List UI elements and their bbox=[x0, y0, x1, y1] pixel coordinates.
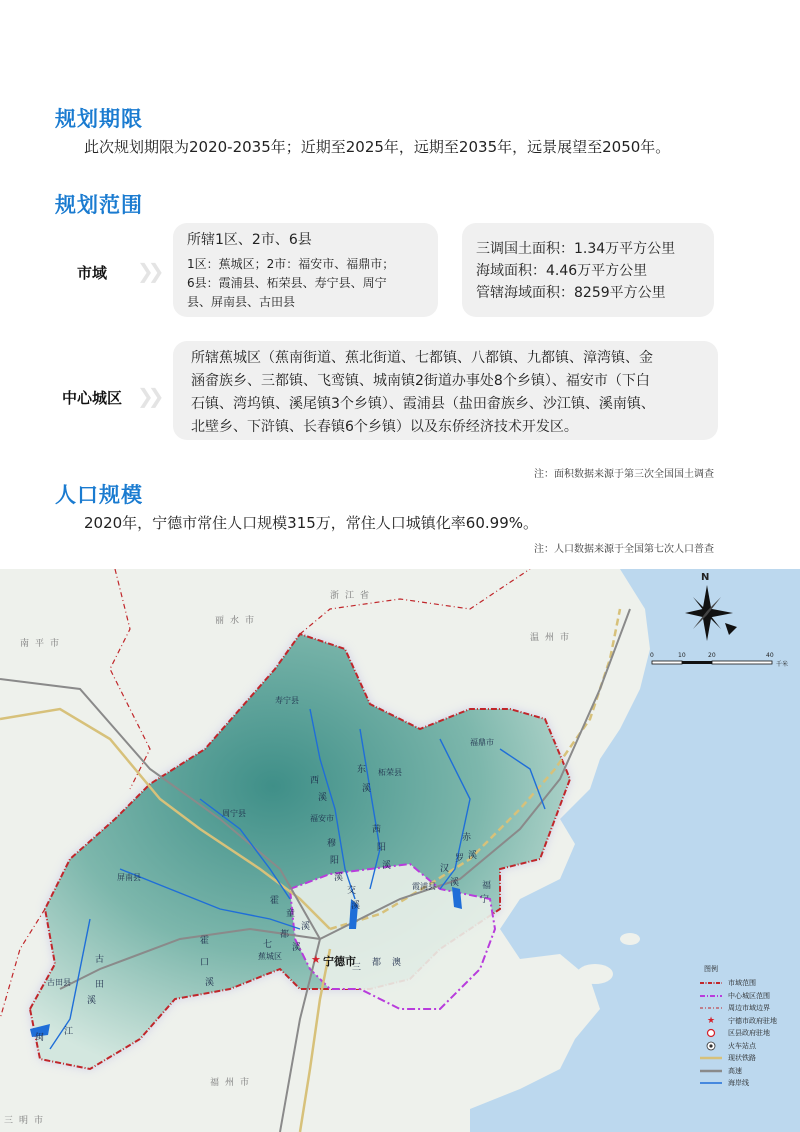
river-label: 七 bbox=[263, 940, 273, 950]
neighbor-label: 南平市 bbox=[20, 639, 66, 649]
river-label: 闽 bbox=[35, 1033, 45, 1043]
county-label: 福鼎市 bbox=[470, 738, 494, 747]
river-label: 溪 bbox=[450, 878, 460, 888]
chevron-right-icon: ❯❯ bbox=[137, 259, 159, 283]
river-label: 交 bbox=[347, 886, 357, 896]
river-label: 霍 bbox=[270, 896, 280, 906]
river-label: 福 bbox=[482, 881, 492, 891]
sea-area: 海域面积：4.46万平方公里 bbox=[476, 263, 648, 279]
river-label: 溪 bbox=[382, 861, 392, 871]
river-label: 穆 bbox=[327, 839, 337, 849]
river-label: 茜 bbox=[372, 825, 382, 835]
population-text: 2020年，宁德市常住人口规模315万，常住人口城镇化率60.99%。 bbox=[84, 514, 539, 532]
river-label: 溪 bbox=[334, 873, 344, 883]
city-area-box bbox=[462, 223, 714, 317]
scale-unit: 千米 bbox=[776, 661, 789, 668]
city-admin-line: 6县：霞浦县、柘荣县、寿宁县、周宁 bbox=[187, 276, 387, 290]
river-label: 溪 bbox=[351, 901, 361, 911]
chevron-right-icon: ❯❯ bbox=[137, 384, 159, 408]
neighbor-label: 丽水市 bbox=[215, 616, 261, 626]
legend-item: ★ 宁德市政府驻地 bbox=[700, 1015, 792, 1028]
river-label: 江 bbox=[64, 1027, 74, 1037]
city-scope-label: 市域 bbox=[77, 264, 108, 282]
county-label: 古田县 bbox=[47, 978, 71, 987]
north-arrow-icon bbox=[685, 585, 739, 647]
period-heading: 规划期限 bbox=[55, 107, 143, 131]
river-label: 溪 bbox=[301, 922, 311, 932]
river-label: 汉 bbox=[440, 864, 450, 874]
area-data-note: 注：面积数据来源于第三次全国国土调查 bbox=[534, 469, 714, 480]
compass-label: N bbox=[701, 572, 710, 583]
river-label: 溪 bbox=[205, 978, 215, 988]
center-scope-line: 北壁乡、下浒镇、长春镇6个乡镇）以及东侨经济技术开发区。 bbox=[191, 419, 578, 435]
city-admin-box bbox=[173, 223, 438, 317]
scope-heading: 规划范围 bbox=[55, 193, 143, 217]
center-scope-box bbox=[173, 341, 718, 440]
legend-item: 火车站点 bbox=[700, 1040, 792, 1053]
river-label: 阳 bbox=[330, 856, 340, 866]
population-heading: 人口规模 bbox=[55, 483, 143, 507]
center-scope-line: 涵畲族乡、三都镇、飞鸾镇、城南镇2街道办事处8个乡镇）、福安市（下白 bbox=[191, 373, 650, 389]
capital-star-icon: ★ bbox=[706, 1015, 716, 1026]
river-label: 溪 bbox=[87, 996, 97, 1006]
population-data-note: 注：人口数据来源于全国第七次人口普查 bbox=[534, 544, 714, 555]
river-label: 霍 bbox=[200, 936, 210, 946]
county-label: 蕉城区 bbox=[258, 952, 282, 961]
managed-sea-area: 管辖海域面积：8259平方公里 bbox=[476, 285, 666, 301]
legend-item: 高速 bbox=[728, 1066, 742, 1075]
map-legend bbox=[700, 964, 792, 1090]
city-admin-line: 1区：蕉城区；2市：福安市、福鼎市； bbox=[187, 257, 395, 271]
city-admin-title: 所辖1区、2市、6县 bbox=[187, 232, 312, 248]
capital-label: 宁德市 bbox=[323, 955, 356, 968]
county-label: 周宁县 bbox=[222, 809, 246, 818]
river-label: 宁 bbox=[480, 895, 490, 905]
river-label: 罗 bbox=[455, 854, 465, 864]
county-label: 屏南县 bbox=[117, 873, 141, 882]
river-label: 溪 bbox=[362, 784, 372, 794]
river-label: 古 bbox=[95, 955, 105, 965]
river-label: 都 bbox=[372, 958, 382, 968]
period-text: 此次规划期限为2020-2035年；近期至2025年，远期至2035年，远景展望至2050年。 bbox=[84, 138, 671, 156]
river-label: 三 bbox=[352, 963, 362, 973]
river-label: 溪 bbox=[318, 793, 328, 803]
neighbor-label: 三明市 bbox=[4, 1116, 50, 1126]
legend-item: 现状铁路 bbox=[728, 1054, 756, 1063]
county-label: 霞浦县 bbox=[412, 882, 436, 891]
county-label: 柘荣县 bbox=[378, 768, 402, 777]
river-label: 赤 bbox=[462, 833, 472, 843]
river-label: 溪 bbox=[292, 943, 302, 953]
river-label: 澳 bbox=[392, 958, 402, 968]
center-scope-line: 石镇、湾坞镇、溪尾镇3个乡镇）、霞浦县（盐田畲族乡、沙江镇、溪南镇、 bbox=[191, 396, 655, 412]
legend-title: 图例 bbox=[704, 965, 718, 973]
river-label: 田 bbox=[95, 980, 105, 990]
county-label: 福安市 bbox=[310, 814, 334, 823]
neighbor-label: 浙江省 bbox=[330, 591, 376, 601]
center-scope-line: 所辖蕉城区（蕉南街道、蕉北街道、七都镇、八都镇、九都镇、漳湾镇、金 bbox=[191, 350, 653, 366]
neighbor-label: 温州市 bbox=[530, 633, 576, 643]
river-label: 溪 bbox=[468, 851, 478, 861]
legend-item: 市域范围 bbox=[728, 979, 756, 988]
river-label: 都 bbox=[280, 930, 290, 940]
scale-tick: 10 bbox=[678, 652, 686, 659]
scale-tick: 20 bbox=[708, 652, 716, 659]
river-label: 口 bbox=[200, 958, 210, 968]
legend-item: 海岸线 bbox=[728, 1079, 749, 1088]
scale-tick: 40 bbox=[766, 652, 774, 659]
land-area: 三调国土面积：1.34万平方公里 bbox=[476, 241, 676, 257]
river-label: 西 bbox=[310, 776, 320, 786]
county-label: 寿宁县 bbox=[275, 696, 299, 705]
river-label: 东 bbox=[357, 765, 367, 775]
capital-star-icon: ★ bbox=[311, 953, 321, 966]
river-label: 童 bbox=[286, 909, 296, 919]
city-admin-line: 县、屏南县、古田县 bbox=[187, 295, 296, 309]
scale-tick: 0 bbox=[650, 652, 654, 659]
legend-item: 周边市域边界 bbox=[728, 1004, 770, 1013]
legend-item: 区县政府驻地 bbox=[700, 1027, 792, 1040]
neighbor-label: 福州市 bbox=[210, 1078, 256, 1088]
legend-item: 中心城区范围 bbox=[728, 991, 770, 1000]
river-label: 阳 bbox=[377, 843, 387, 853]
center-scope-label: 中心城区 bbox=[62, 389, 123, 407]
